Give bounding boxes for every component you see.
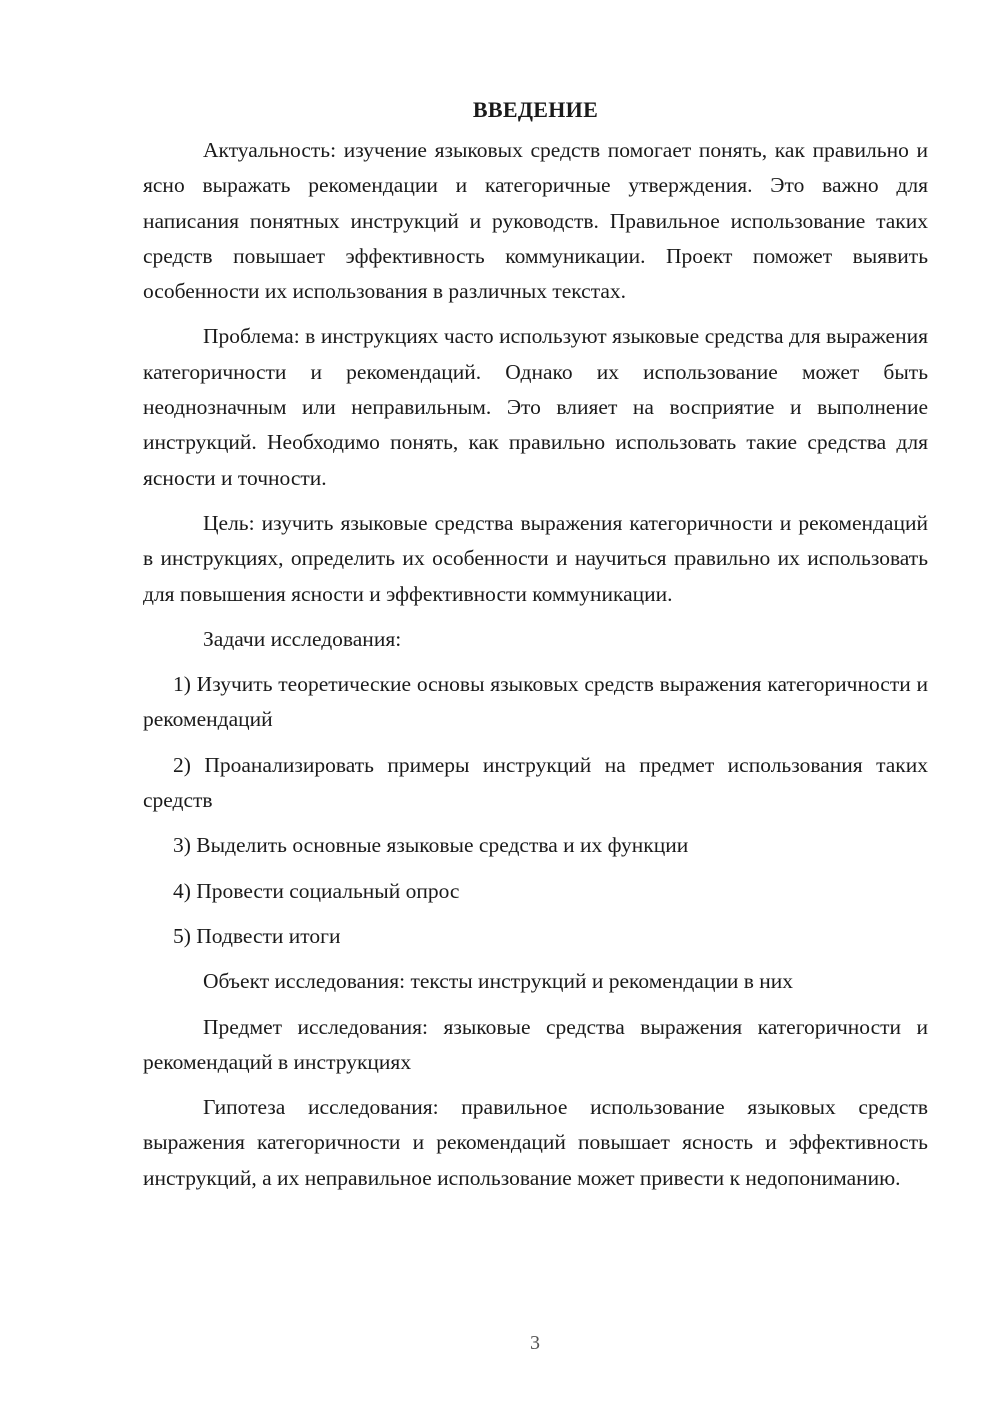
goal-paragraph: Цель: изучить языковые средства выражения категоричности и рекомендаций в инструкциях, определить их особенности и научиться правильно их использовать для повышения ясности и эффективности коммуникации. xyxy=(143,510,928,606)
tasks-list xyxy=(143,667,928,954)
relevance-paragraph: Актуальность: изучение языковых средств помогает понять, как правильно и ясно выражать рекомендации и категоричные утверждения. Это важно для написания понятных инструкций и руководств. Правильное использование таких средств повышает эффективность коммуникации. Проект поможет выявить особенности их использования в различных текстах. xyxy=(143,138,928,304)
subject-paragraph: Предмет исследования: языковые средства выражения категоричности и рекомендаций в инструкциях xyxy=(143,1014,928,1074)
hypothesis-paragraph: Гипотеза исследования: правильное использование языковых средств выражения категоричности и рекомендаций повышает ясность и эффективность инструкций, а их неправильное использование может привести к недопониманию. xyxy=(143,1095,928,1190)
task-item: 1) Изучить теоретические основы языковых средств выражения категоричности и рекомендаций xyxy=(143,672,928,732)
page-content xyxy=(143,92,928,1206)
task-item: 4) Провести социальный опрос xyxy=(173,878,460,903)
page-number: 3 xyxy=(530,1332,540,1354)
section-heading: ВВЕДЕНИЕ xyxy=(472,97,599,122)
tasks-heading: Задачи исследования: xyxy=(203,626,402,651)
object-paragraph: Объект исследования: тексты инструкций и рекомендации в них xyxy=(203,969,794,994)
task-item: 2) Проанализировать примеры инструкций на предмет использования таких средств xyxy=(143,752,928,813)
problem-paragraph: Проблема: в инструкциях часто используют языковые средства для выражения категоричности и рекомендаций. Однако их использование может быть неоднозначным или неправильным. Это влияет на восприятие и выполнение инструкций. Необходимо понять, как правильно использовать такие средства для ясности и точности. xyxy=(143,324,928,490)
task-item: 3) Выделить основные языковые средства и их функции xyxy=(173,833,689,858)
task-item: 5) Подвести итоги xyxy=(173,923,341,948)
